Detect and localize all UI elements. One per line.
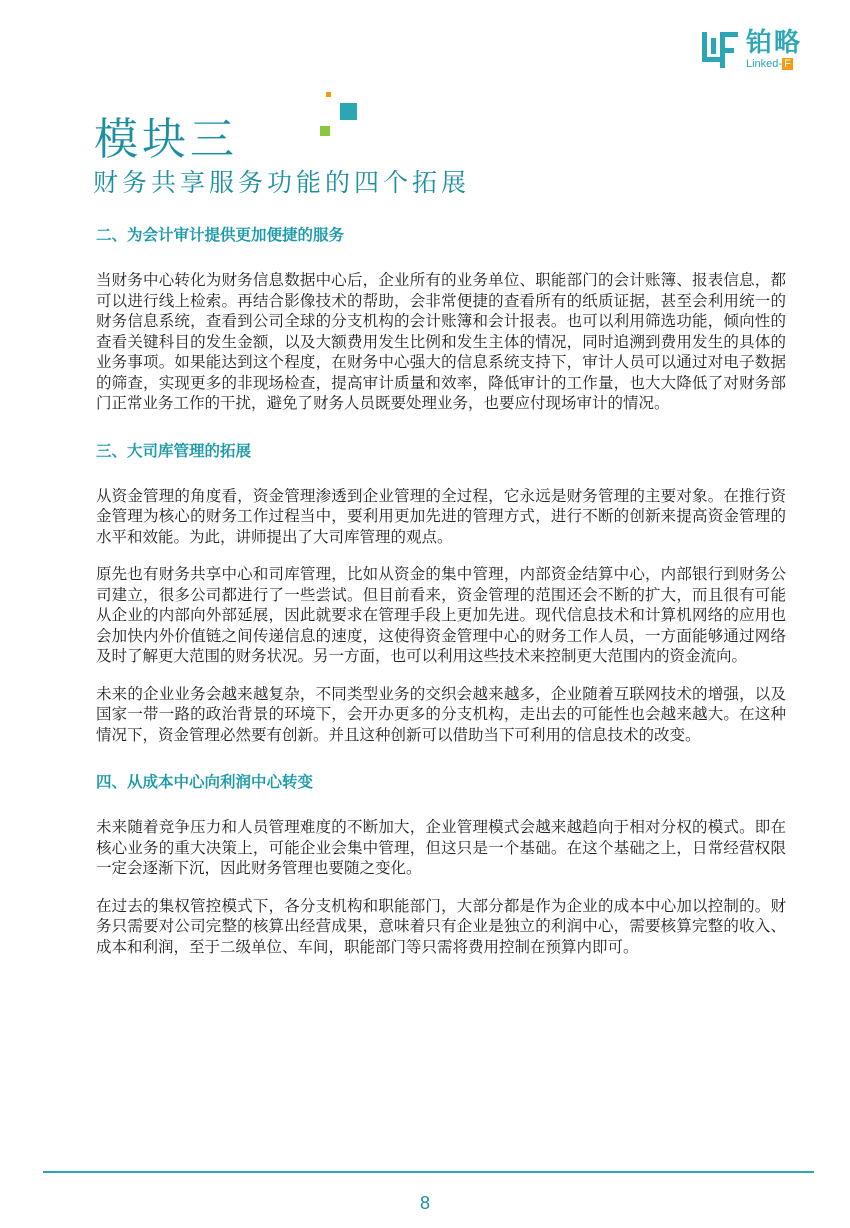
section-treasury-management [96, 440, 786, 746]
decorative-squares-icon [315, 92, 370, 144]
section-heading: 二、为会计审计提供更加便捷的服务 [96, 226, 345, 244]
footer-divider [43, 1171, 814, 1173]
paragraph: 从资金管理的角度看，资金管理渗透到企业管理的全过程，它永远是财务管理的主要对象。在推行资金管理为核心的财务工作过程当中，要利用更加先进的管理方式，进行不断的创新来提高资金管理的水平和效能。为此，讲师提出了大司库管理的观点。 [96, 486, 786, 546]
logo-mark-icon [700, 30, 740, 70]
section-audit-services [96, 224, 786, 414]
page-number: 8 [419, 1193, 430, 1213]
logo-english-text: Linked- F [745, 58, 791, 70]
brand-logo [700, 30, 802, 70]
section-heading: 四、从成本中心向利润中心转变 [96, 773, 314, 791]
document-body [96, 224, 786, 974]
module-subtitle: 财务共享服务功能的四个拓展 [93, 168, 471, 197]
module-title: 模块三 [94, 114, 238, 165]
paragraph: 当财务中心转化为财务信息数据中心后，企业所有的业务单位、职能部门的会计账簿、报表信息，都可以进行线上检索。再结合影像技术的帮助，会非常便捷的查看所有的纸质证据，甚至会利用统一的财务信息系统，查看到公司全球的分支机构的会计账簿和会计报表。也可以利用筛选功能，倾向性的查看关键科目的发生金额，以及大额费用发生比例和发生主体的情况，同时追溯到费用发生的具体的业务事项。如果能达到这个程度，在财务中心强大的信息系统支持下，审计人员可以通过对电子数据的筛查，实现更多的非现场检查，提高审计质量和效率，降低审计的工作量，也大大降低了对财务部门正常业务工作的干扰，避免了财务人员既要处理业务，也要应付现场审计的情况。 [96, 271, 786, 412]
section-heading: 三、大司库管理的拓展 [96, 441, 252, 460]
paragraph: 未来随着竞争压力和人员管理难度的不断加大，企业管理模式会越来越趋向于相对分权的模式。即在核心业务的重大决策上，可能企业会集中管理，但这只是一个基础。在这个基础之上，日常经营权限一定会逐渐下沉，因此财务管理也要随之变化。 [96, 818, 786, 877]
logo-chinese-text: 铂略 [745, 28, 802, 58]
paragraph: 在过去的集权管控模式下，各分支机构和职能部门，大部分都是作为企业的成本中心加以控制的。财务只需要对公司完整的核算出经营成果，意味着只有企业是独立的利润中心，需要核算完整的收入、成本和利润，至于二级单位、车间，职能部门等只需将费用控制在预算内即可。 [96, 896, 786, 956]
section-cost-to-profit-center [96, 771, 786, 957]
paragraph: 未来的企业业务会越来越复杂，不同类型业务的交织会越来越多，企业随着互联网技术的增强，以及国家一带一路的政治背景的环境下，会开办更多的分支机构，走出去的可能性也会越来越大。在这种情况下，资金管理必然要有创新。并且这种创新可以借助当下可利用的信息技术的改变。 [96, 684, 786, 744]
paragraph: 原先也有财务共享中心和司库管理，比如从资金的集中管理，内部资金结算中心，内部银行到财务公司建立，很多公司都进行了一些尝试。但目前看来，资金管理的范围还会不断的扩大，而且很有可能从企业的内部向外部延展，因此就要求在管理手段上更加先进。现代信息技术和计算机网络的应用也会加快内外价值链之间传递信息的速度，这使得资金管理中心的财务工作人员，一方面能够通过网络及时了解更大范围的财务状况。另一方面，也可以利用这些技术来控制更大范围内的资金流向。 [96, 565, 786, 665]
